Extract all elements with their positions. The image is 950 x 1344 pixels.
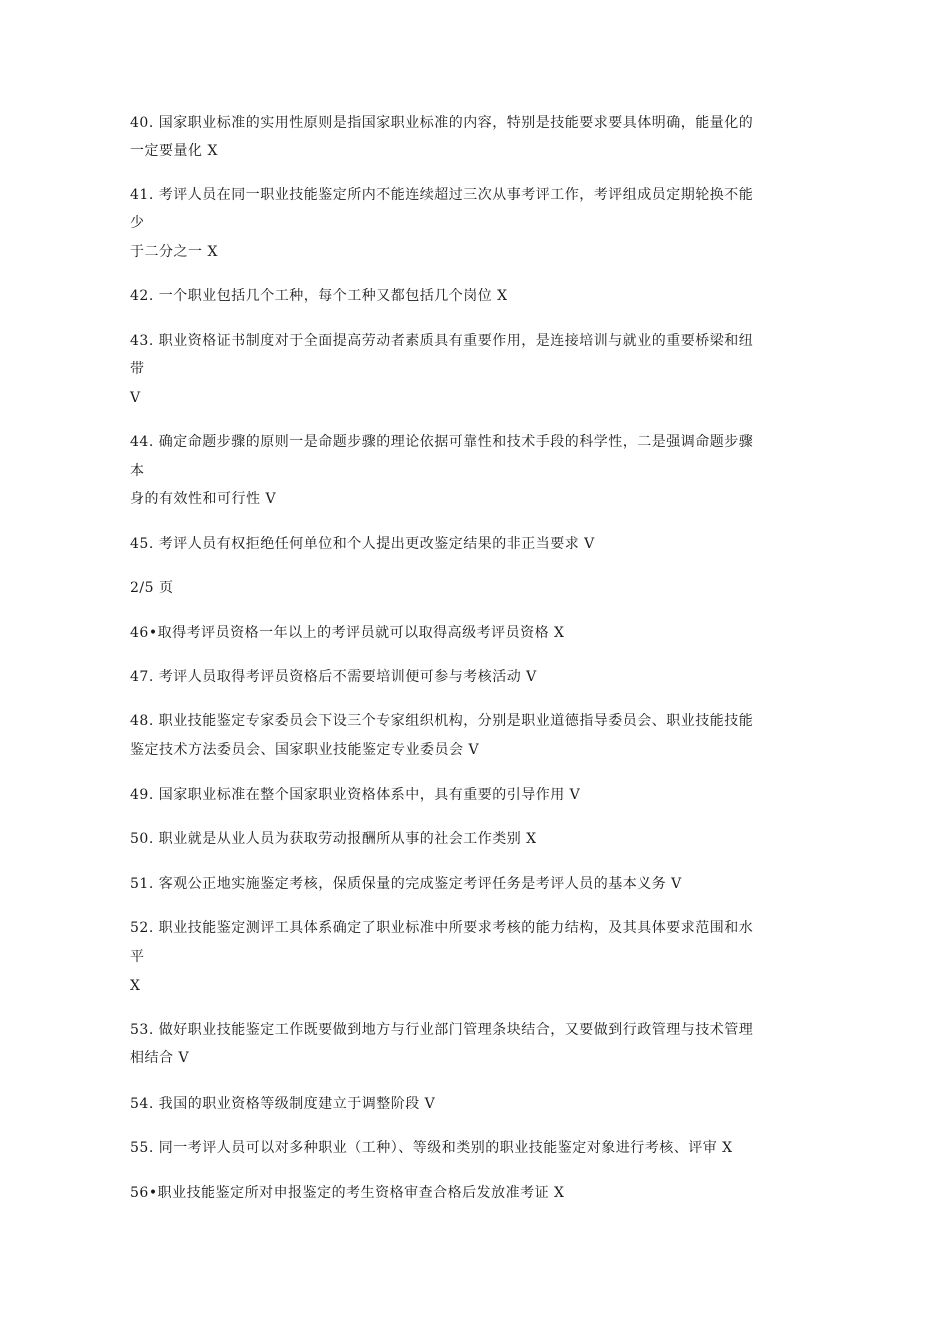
line-q43-a: 43. 职业资格证书制度对于全面提高劳动者素质具有重要作用，是连接培训与就业的重要桥梁和纽 [130,333,754,349]
line-q53-a: 53. 做好职业技能鉴定工作既要做到地方与行业部门管理条块结合，又要做到行政管理与技术管理 [130,1022,754,1038]
line-q54: 54. 我国的职业资格等级制度建立于调整阶段 V [130,1096,436,1112]
line-q43-c: V [130,390,141,406]
line-q46: 46•取得考评员资格一年以上的考评员就可以取得高级考评员资格 X [130,625,565,641]
line-q50: 50. 职业就是从业人员为获取劳动报酬所从事的社会工作类别 X [130,831,537,847]
line-q42: 42. 一个职业包括几个工种，每个工种又都包括几个岗位 X [130,288,508,304]
line-q41-b: 少 [130,215,145,231]
line-q44-a: 44. 确定命题步骤的原则一是命题步骤的理论依据可靠性和技术手段的科学性，二是强调命题步骤 [130,434,754,450]
line-q40-b: 一定要量化 X [130,143,218,159]
line-q44-c: 身的有效性和可行性 V [130,491,277,507]
line-q52-c: X [130,978,141,994]
line-q52-a: 52. 职业技能鉴定测评工具体系确定了职业标准中所要求考核的能力结构，及其具体要求范围和水 [130,920,754,936]
line-q43-b: 带 [130,361,145,377]
line-q53-b: 相结合 V [130,1050,190,1066]
line-q56: 56•职业技能鉴定所对申报鉴定的考生资格审查合格后发放准考证 X [130,1185,565,1201]
line-q40-a: 40. 国家职业标准的实用性原则是指国家职业标准的内容，特别是技能要求要具体明确，能量化的 [130,115,754,131]
line-q51: 51. 客观公正地实施鉴定考核，保质保量的完成鉴定考评任务是考评人员的基本义务 V [130,876,682,892]
line-q49: 49. 国家职业标准在整个国家职业资格体系中，具有重要的引导作用 V [130,787,581,803]
line-q48-a: 48. 职业技能鉴定专家委员会下设三个专家组织机构，分别是职业道德指导委员会、职业技能技能 [130,713,754,729]
line-q52-b: 平 [130,949,145,965]
line-q47: 47. 考评人员取得考评员资格后不需要培训便可参与考核活动 V [130,669,537,685]
line-q44-b: 本 [130,463,145,479]
line-q55: 55. 同一考评人员可以对多种职业（工种）、等级和类别的职业技能鉴定对象进行考核、评审 X [130,1140,733,1156]
line-q48-b: 鉴定技术方法委员会、国家职业技能鉴定专业委员会 V [130,742,480,758]
line-q45: 45. 考评人员有权拒绝任何单位和个人提出更改鉴定结果的非正当要求 V [130,536,595,552]
line-q41-a: 41. 考评人员在同一职业技能鉴定所内不能连续超过三次从事考评工作，考评组成员定期轮换不能 [130,187,754,203]
line-q41-c: 于二分之一 X [130,244,218,260]
page-number: 2/5 页 [130,580,174,596]
